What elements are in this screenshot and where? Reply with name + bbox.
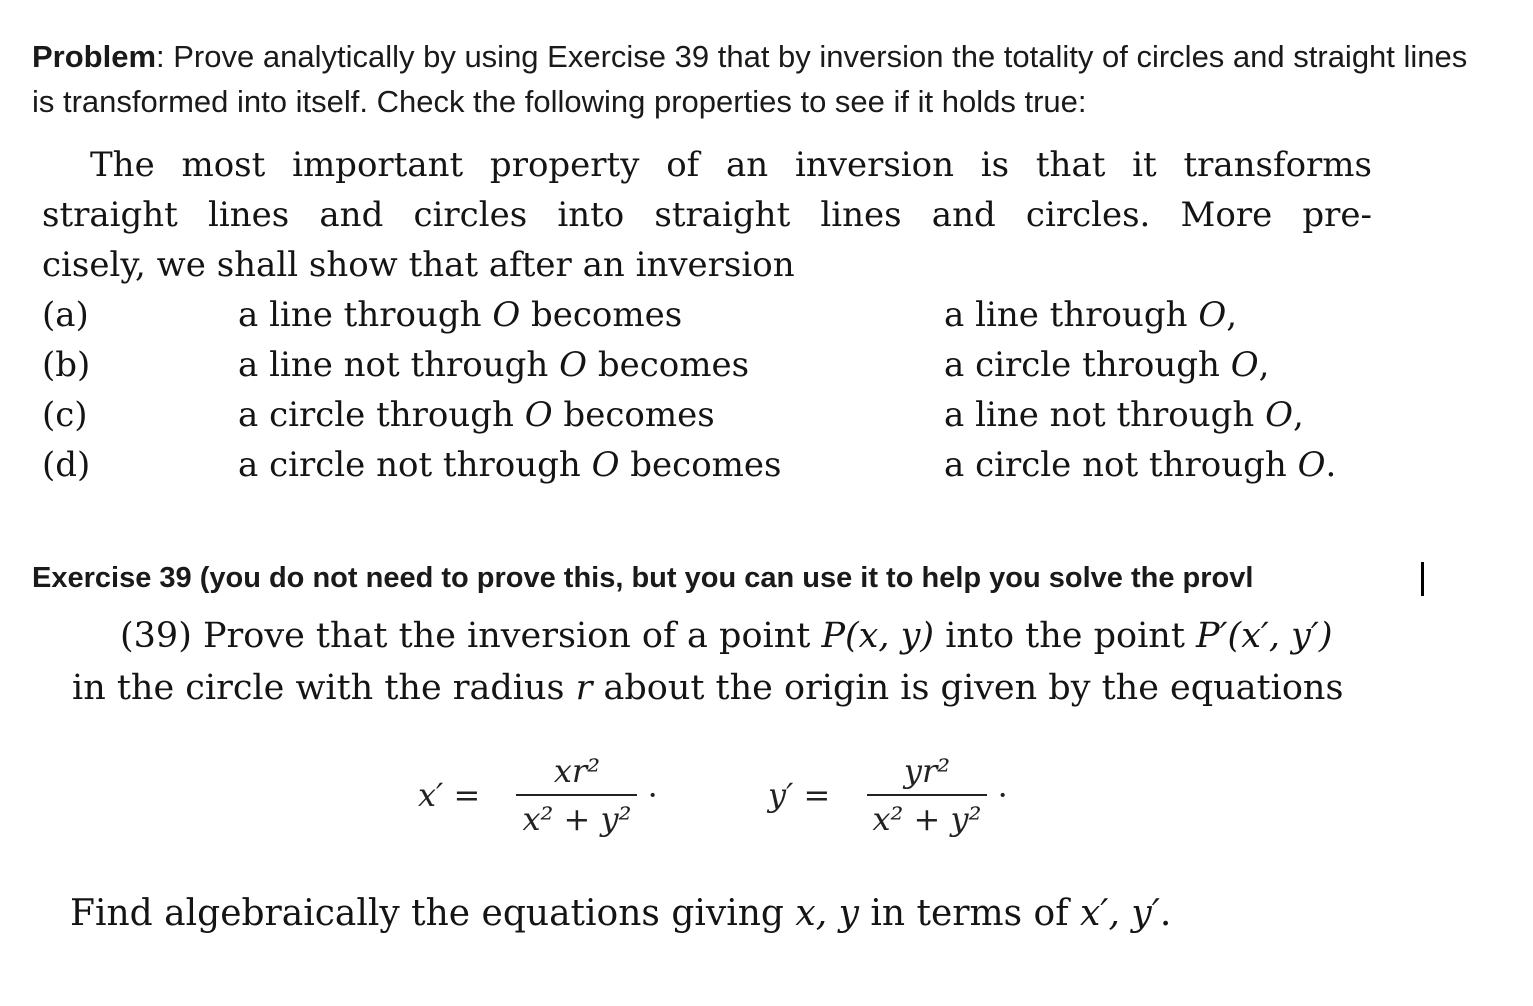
exercise-heading: Exercise 39 (you do not need to prove this, but you can use it to help you solve the provl: [32, 562, 1254, 594]
item-label: (c): [42, 395, 88, 435]
item-before: a circle not through O becomes: [238, 445, 782, 485]
find-instruction: Find algebraically the equations giving x, y in terms of x′, y′.: [70, 893, 1172, 934]
problem-label: Problem: [32, 39, 157, 74]
fraction: [516, 752, 637, 838]
fraction-numerator: yr²: [867, 752, 988, 796]
property-line-3: cisely, we shall show that after an inversion: [42, 245, 795, 285]
equation-x-prime: [418, 752, 658, 838]
property-line-2: straight lines and circles into straight lines and circles. More pre-: [42, 195, 1372, 235]
exercise-line-2: in the circle with the radius r about the origin is given by the equations: [72, 668, 1344, 708]
equation-trail: ·: [647, 776, 658, 814]
property-list: [42, 290, 1372, 490]
equation-trail: ·: [997, 776, 1008, 814]
text-cursor: [1421, 562, 1424, 596]
fraction-denominator: x² + y²: [872, 800, 982, 838]
problem-statement: [32, 34, 1472, 124]
item-after: a circle through O,: [944, 345, 1270, 385]
item-after: a circle not through O.: [944, 445, 1337, 485]
inversion-property-excerpt: [42, 140, 1372, 490]
exercise-39-excerpt: [72, 610, 1392, 714]
item-before: a line not through O becomes: [238, 345, 750, 385]
item-before: a circle through O becomes: [238, 395, 715, 435]
item-after: a line not through O,: [944, 395, 1304, 435]
item-label: (a): [42, 295, 89, 335]
fraction-numerator: xr²: [516, 752, 637, 796]
item-before: a line through O becomes: [238, 295, 683, 335]
equation-y-prime: [768, 752, 1008, 838]
exercise-line-1: (39) Prove that the inversion of a point P(x, y) into the point P′(x′, y′): [120, 616, 1333, 656]
equation-lhs: x′ =: [418, 776, 481, 814]
item-label: (d): [42, 445, 91, 485]
fraction-denominator: x² + y²: [522, 800, 632, 838]
property-line-1: The most important property of an inversion is that it transforms: [90, 145, 1372, 185]
item-after: a line through O,: [944, 295, 1237, 335]
fraction: [867, 752, 988, 838]
problem-text: : Prove analytically by using Exercise 39 that by inversion the totality of circles and straight lines is transformed into itself. Check the following properties to see if it holds true:: [32, 39, 1468, 119]
item-label: (b): [42, 345, 91, 385]
equation-lhs: y′ =: [768, 776, 831, 814]
